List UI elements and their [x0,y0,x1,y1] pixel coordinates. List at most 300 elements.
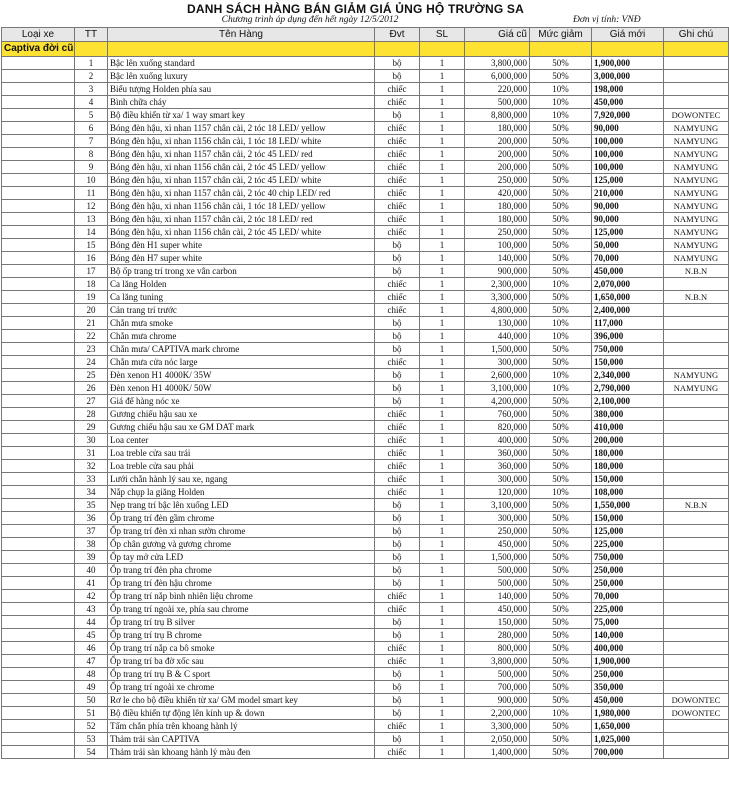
quantity-cell: 1 [420,603,465,616]
index-cell: 32 [75,460,108,473]
quantity-cell: 1 [420,551,465,564]
col-header-item-name: Tên Hàng [108,28,375,42]
table-row [2,538,729,551]
discount-cell: 10% [530,83,592,96]
old-price-cell: 250,000 [465,226,530,239]
new-price-cell: 450,000 [592,694,664,707]
old-price-cell: 3,800,000 [465,57,530,70]
table-row [2,265,729,278]
new-price-cell: 410,000 [592,421,664,434]
vehicle-type-cell [2,421,75,434]
old-price-cell: 200,000 [465,135,530,148]
table-row [2,356,729,369]
old-price-cell: 100,000 [465,239,530,252]
quantity-cell: 1 [420,512,465,525]
index-cell: 42 [75,590,108,603]
item-name-cell: Bóng đèn hậu, xi nhan 1157 chân cài, 2 tóc 18 LED/ yellow [108,122,375,135]
old-price-cell: 220,000 [465,83,530,96]
new-price-cell: 180,000 [592,447,664,460]
item-name-cell: Ốp trang trí nắp ca bô smoke [108,642,375,655]
note-cell: DOWONTEC [664,707,729,720]
item-name-cell: Loa treble cửa sau phải [108,460,375,473]
table-row [2,564,729,577]
new-price-cell: 1,650,000 [592,291,664,304]
vehicle-type-cell [2,187,75,200]
group-cell [375,42,420,57]
vehicle-type-cell [2,70,75,83]
note-cell: NAMYUNG [664,174,729,187]
table-row [2,96,729,109]
old-price-cell: 3,100,000 [465,382,530,395]
item-name-cell: Bộ ốp trang trí trong xe vân carbon [108,265,375,278]
new-price-cell: 225,000 [592,538,664,551]
vehicle-type-cell [2,720,75,733]
index-cell: 50 [75,694,108,707]
discount-cell: 50% [530,239,592,252]
vehicle-type-cell [2,122,75,135]
vehicle-type-cell [2,408,75,421]
discount-cell: 50% [530,356,592,369]
note-cell [664,590,729,603]
note-cell [664,304,729,317]
discount-cell: 50% [530,616,592,629]
unit-cell: bộ [375,577,420,590]
unit-cell: chiếc [375,304,420,317]
new-price-cell: 7,920,000 [592,109,664,122]
old-price-cell: 4,800,000 [465,304,530,317]
vehicle-type-cell [2,330,75,343]
new-price-cell: 396,000 [592,330,664,343]
table-row [2,668,729,681]
old-price-cell: 200,000 [465,148,530,161]
new-price-cell: 50,000 [592,239,664,252]
item-name-cell: Bóng đèn hậu, xi nhan 1156 chân cài, 1 tóc 18 LED/ white [108,135,375,148]
new-price-cell: 1,980,000 [592,707,664,720]
vehicle-type-cell [2,590,75,603]
discount-cell: 10% [530,486,592,499]
currency-unit: Đơn vị tính: VNĐ [573,15,641,25]
vehicle-type-cell [2,226,75,239]
col-header-index: TT [75,28,108,42]
item-name-cell: Bóng đèn H1 super white [108,239,375,252]
table-row [2,421,729,434]
old-price-cell: 500,000 [465,577,530,590]
program-validity: Chương trình áp dụng đến hết ngày 12/5/2012 [221,15,399,25]
vehicle-type-cell [2,174,75,187]
new-price-cell: 200,000 [592,434,664,447]
vehicle-type-cell [2,369,75,382]
note-cell: NAMYUNG [664,382,729,395]
old-price-cell: 800,000 [465,642,530,655]
item-name-cell: Gương chiếu hậu sau xe [108,408,375,421]
new-price-cell: 117,000 [592,317,664,330]
quantity-cell: 1 [420,447,465,460]
new-price-cell: 70,000 [592,590,664,603]
group-cell [465,42,530,57]
quantity-cell: 1 [420,278,465,291]
table-row [2,135,729,148]
new-price-cell: 250,000 [592,564,664,577]
item-name-cell: Biểu tượng Holden phía sau [108,83,375,96]
discount-cell: 50% [530,577,592,590]
unit-cell: bộ [375,616,420,629]
table-row [2,655,729,668]
new-price-cell: 100,000 [592,148,664,161]
item-name-cell: Chắn mưa chrome [108,330,375,343]
unit-cell: bộ [375,629,420,642]
table-row [2,512,729,525]
new-price-cell: 350,000 [592,681,664,694]
new-price-cell: 1,900,000 [592,655,664,668]
new-price-cell: 2,340,000 [592,369,664,382]
vehicle-type-cell [2,356,75,369]
vehicle-type-cell [2,733,75,746]
index-cell: 25 [75,369,108,382]
index-cell: 36 [75,512,108,525]
item-name-cell: Ốp trang trí đèn gầm chrome [108,512,375,525]
quantity-cell: 1 [420,291,465,304]
old-price-cell: 500,000 [465,668,530,681]
item-name-cell: Nắp chụp la giăng Holden [108,486,375,499]
unit-cell: bộ [375,395,420,408]
discount-cell: 50% [530,265,592,278]
table-row [2,70,729,83]
quantity-cell: 1 [420,642,465,655]
old-price-cell: 150,000 [465,616,530,629]
unit-cell: bộ [375,551,420,564]
quantity-cell: 1 [420,408,465,421]
index-cell: 53 [75,733,108,746]
item-name-cell: Bóng đèn hậu, xi nhan 1156 chân cài, 2 tóc 45 LED/ yellow [108,161,375,174]
old-price-cell: 400,000 [465,434,530,447]
new-price-cell: 1,900,000 [592,57,664,70]
vehicle-type-cell [2,707,75,720]
vehicle-type-cell [2,83,75,96]
old-price-cell: 1,400,000 [465,746,530,759]
discount-cell: 50% [530,187,592,200]
note-cell: NAMYUNG [664,148,729,161]
col-header-quantity: SL [420,28,465,42]
unit-cell: bộ [375,668,420,681]
index-cell: 27 [75,395,108,408]
unit-cell: bộ [375,330,420,343]
index-cell: 49 [75,681,108,694]
new-price-cell: 70,000 [592,252,664,265]
item-name-cell: Thảm trải sàn CAPTIVA [108,733,375,746]
quantity-cell: 1 [420,694,465,707]
note-cell [664,83,729,96]
old-price-cell: 3,300,000 [465,291,530,304]
table-row [2,486,729,499]
quantity-cell: 1 [420,135,465,148]
old-price-cell: 250,000 [465,525,530,538]
price-table [1,27,729,759]
quantity-cell: 1 [420,473,465,486]
new-price-cell: 700,000 [592,746,664,759]
note-cell [664,733,729,746]
old-price-cell: 280,000 [465,629,530,642]
index-cell: 13 [75,213,108,226]
vehicle-type-cell [2,252,75,265]
item-name-cell: Đèn xenon H1 4000K/ 50W [108,382,375,395]
new-price-cell: 1,025,000 [592,733,664,746]
unit-cell: chiếc [375,655,420,668]
item-name-cell: Gương chiếu hậu sau xe GM DAT mark [108,421,375,434]
table-row [2,707,729,720]
new-price-cell: 90,000 [592,213,664,226]
vehicle-type-cell [2,278,75,291]
discount-cell: 50% [530,564,592,577]
new-price-cell: 2,100,000 [592,395,664,408]
index-cell: 12 [75,200,108,213]
index-cell: 43 [75,603,108,616]
old-price-cell: 900,000 [465,265,530,278]
discount-cell: 50% [530,408,592,421]
vehicle-type-cell [2,317,75,330]
discount-cell: 50% [530,291,592,304]
quantity-cell: 1 [420,265,465,278]
unit-cell: bộ [375,382,420,395]
table-row [2,148,729,161]
unit-cell: chiếc [375,187,420,200]
table-row [2,304,729,317]
note-cell [664,655,729,668]
table-row [2,629,729,642]
table-row [2,187,729,200]
quantity-cell: 1 [420,629,465,642]
vehicle-type-cell [2,668,75,681]
index-cell: 2 [75,70,108,83]
note-cell [664,395,729,408]
unit-cell: chiếc [375,291,420,304]
unit-cell: chiếc [375,278,420,291]
unit-cell: chiếc [375,746,420,759]
col-header-new-price: Giá mới [592,28,664,42]
index-cell: 41 [75,577,108,590]
group-cell [530,42,592,57]
table-row [2,382,729,395]
new-price-cell: 90,000 [592,200,664,213]
table-row [2,447,729,460]
vehicle-type-cell [2,473,75,486]
discount-cell: 50% [530,746,592,759]
table-row [2,590,729,603]
note-cell: NAMYUNG [664,135,729,148]
index-cell: 6 [75,122,108,135]
table-row [2,278,729,291]
item-name-cell: Ốp trang trí đèn pha chrome [108,564,375,577]
vehicle-type-cell [2,395,75,408]
unit-cell: bộ [375,538,420,551]
table-row [2,226,729,239]
unit-cell: bộ [375,317,420,330]
quantity-cell: 1 [420,148,465,161]
table-row [2,161,729,174]
vehicle-type-cell [2,213,75,226]
new-price-cell: 180,000 [592,460,664,473]
index-cell: 4 [75,96,108,109]
discount-cell: 50% [530,343,592,356]
new-price-cell: 108,000 [592,486,664,499]
discount-cell: 50% [530,421,592,434]
table-row [2,239,729,252]
quantity-cell: 1 [420,226,465,239]
old-price-cell: 130,000 [465,317,530,330]
table-row [2,642,729,655]
index-cell: 47 [75,655,108,668]
quantity-cell: 1 [420,590,465,603]
item-name-cell: Bóng đèn hậu, xi nhan 1157 chân cài, 2 tóc 45 LED/ white [108,174,375,187]
quantity-cell: 1 [420,538,465,551]
unit-cell: chiếc [375,486,420,499]
index-cell: 16 [75,252,108,265]
index-cell: 20 [75,304,108,317]
col-header-note: Ghi chú [664,28,729,42]
vehicle-type-cell [2,291,75,304]
unit-cell: chiếc [375,174,420,187]
quantity-cell: 1 [420,720,465,733]
old-price-cell: 500,000 [465,564,530,577]
unit-cell: bộ [375,109,420,122]
item-name-cell: Loa center [108,434,375,447]
index-cell: 7 [75,135,108,148]
item-name-cell: Giá để hàng nóc xe [108,395,375,408]
index-cell: 30 [75,434,108,447]
note-cell: NAMYUNG [664,187,729,200]
document-title: DANH SÁCH HÀNG BÁN GIẢM GIÁ ỦNG HỘ TRƯỜNG SA [187,2,524,16]
discount-cell: 50% [530,434,592,447]
unit-cell: chiếc [375,603,420,616]
new-price-cell: 100,000 [592,161,664,174]
unit-cell: chiếc [375,122,420,135]
unit-cell: chiếc [375,226,420,239]
vehicle-type-cell [2,382,75,395]
new-price-cell: 250,000 [592,668,664,681]
discount-cell: 50% [530,538,592,551]
table-row [2,83,729,96]
old-price-cell: 500,000 [465,96,530,109]
index-cell: 24 [75,356,108,369]
quantity-cell: 1 [420,161,465,174]
old-price-cell: 760,000 [465,408,530,421]
table-row [2,733,729,746]
vehicle-type-cell [2,694,75,707]
note-cell [664,356,729,369]
old-price-cell: 300,000 [465,473,530,486]
unit-cell: chiếc [375,96,420,109]
quantity-cell: 1 [420,707,465,720]
unit-cell: chiếc [375,434,420,447]
quantity-cell: 1 [420,434,465,447]
index-cell: 38 [75,538,108,551]
unit-cell: bộ [375,343,420,356]
note-cell [664,343,729,356]
vehicle-type-cell [2,525,75,538]
unit-cell: chiếc [375,135,420,148]
new-price-cell: 150,000 [592,356,664,369]
note-cell [664,421,729,434]
discount-cell: 10% [530,707,592,720]
quantity-cell: 1 [420,577,465,590]
quantity-cell: 1 [420,200,465,213]
item-name-cell: Lưới chắn hành lý sau xe, ngang [108,473,375,486]
note-cell [664,57,729,70]
old-price-cell: 180,000 [465,200,530,213]
new-price-cell: 400,000 [592,642,664,655]
old-price-cell: 360,000 [465,447,530,460]
note-cell [664,642,729,655]
index-cell: 14 [75,226,108,239]
item-name-cell: Bóng đèn H7 super white [108,252,375,265]
discount-cell: 50% [530,135,592,148]
discount-cell: 50% [530,57,592,70]
discount-cell: 50% [530,122,592,135]
item-name-cell: Bóng đèn hậu, xi nhan 1157 chân cài, 2 tóc 40 chip LED/ red [108,187,375,200]
quantity-cell: 1 [420,382,465,395]
table-row [2,694,729,707]
quantity-cell: 1 [420,369,465,382]
note-cell [664,70,729,83]
new-price-cell: 75,000 [592,616,664,629]
item-name-cell: Nẹp trang trí bậc lên xuống LED [108,499,375,512]
item-name-cell: Chắn mưa/ CAPTIVA mark chrome [108,343,375,356]
unit-cell: bộ [375,564,420,577]
item-name-cell: Bóng đèn hậu, xi nhan 1157 chân cài, 2 tóc 18 LED/ red [108,213,375,226]
discount-cell: 50% [530,213,592,226]
unit-cell: bộ [375,525,420,538]
note-cell [664,460,729,473]
discount-cell: 50% [530,525,592,538]
item-name-cell: Ốp trang trí đèn hậu chrome [108,577,375,590]
index-cell: 44 [75,616,108,629]
table-row [2,213,729,226]
old-price-cell: 1,500,000 [465,551,530,564]
vehicle-type-cell [2,512,75,525]
vehicle-type-cell [2,538,75,551]
discount-cell: 50% [530,642,592,655]
old-price-cell: 3,100,000 [465,499,530,512]
quantity-cell: 1 [420,343,465,356]
unit-cell: bộ [375,239,420,252]
note-cell [664,525,729,538]
item-name-cell: Loa treble cửa sau trái [108,447,375,460]
old-price-cell: 300,000 [465,356,530,369]
index-cell: 23 [75,343,108,356]
note-cell [664,278,729,291]
note-cell: NAMYUNG [664,200,729,213]
new-price-cell: 150,000 [592,473,664,486]
new-price-cell: 1,650,000 [592,720,664,733]
discount-cell: 50% [530,655,592,668]
new-price-cell: 125,000 [592,174,664,187]
unit-cell: bộ [375,733,420,746]
vehicle-type-cell [2,629,75,642]
item-name-cell: Ốp trang trí trụ B chrome [108,629,375,642]
old-price-cell: 6,000,000 [465,70,530,83]
vehicle-type-cell [2,746,75,759]
new-price-cell: 150,000 [592,512,664,525]
item-name-cell: Ốp trang trí trụ B & C sport [108,668,375,681]
table-row [2,681,729,694]
index-cell: 40 [75,564,108,577]
new-price-cell: 1,550,000 [592,499,664,512]
old-price-cell: 4,200,000 [465,395,530,408]
quantity-cell: 1 [420,304,465,317]
unit-cell: bộ [375,512,420,525]
discount-cell: 10% [530,109,592,122]
new-price-cell: 125,000 [592,525,664,538]
item-name-cell: Chắn mưa smoke [108,317,375,330]
